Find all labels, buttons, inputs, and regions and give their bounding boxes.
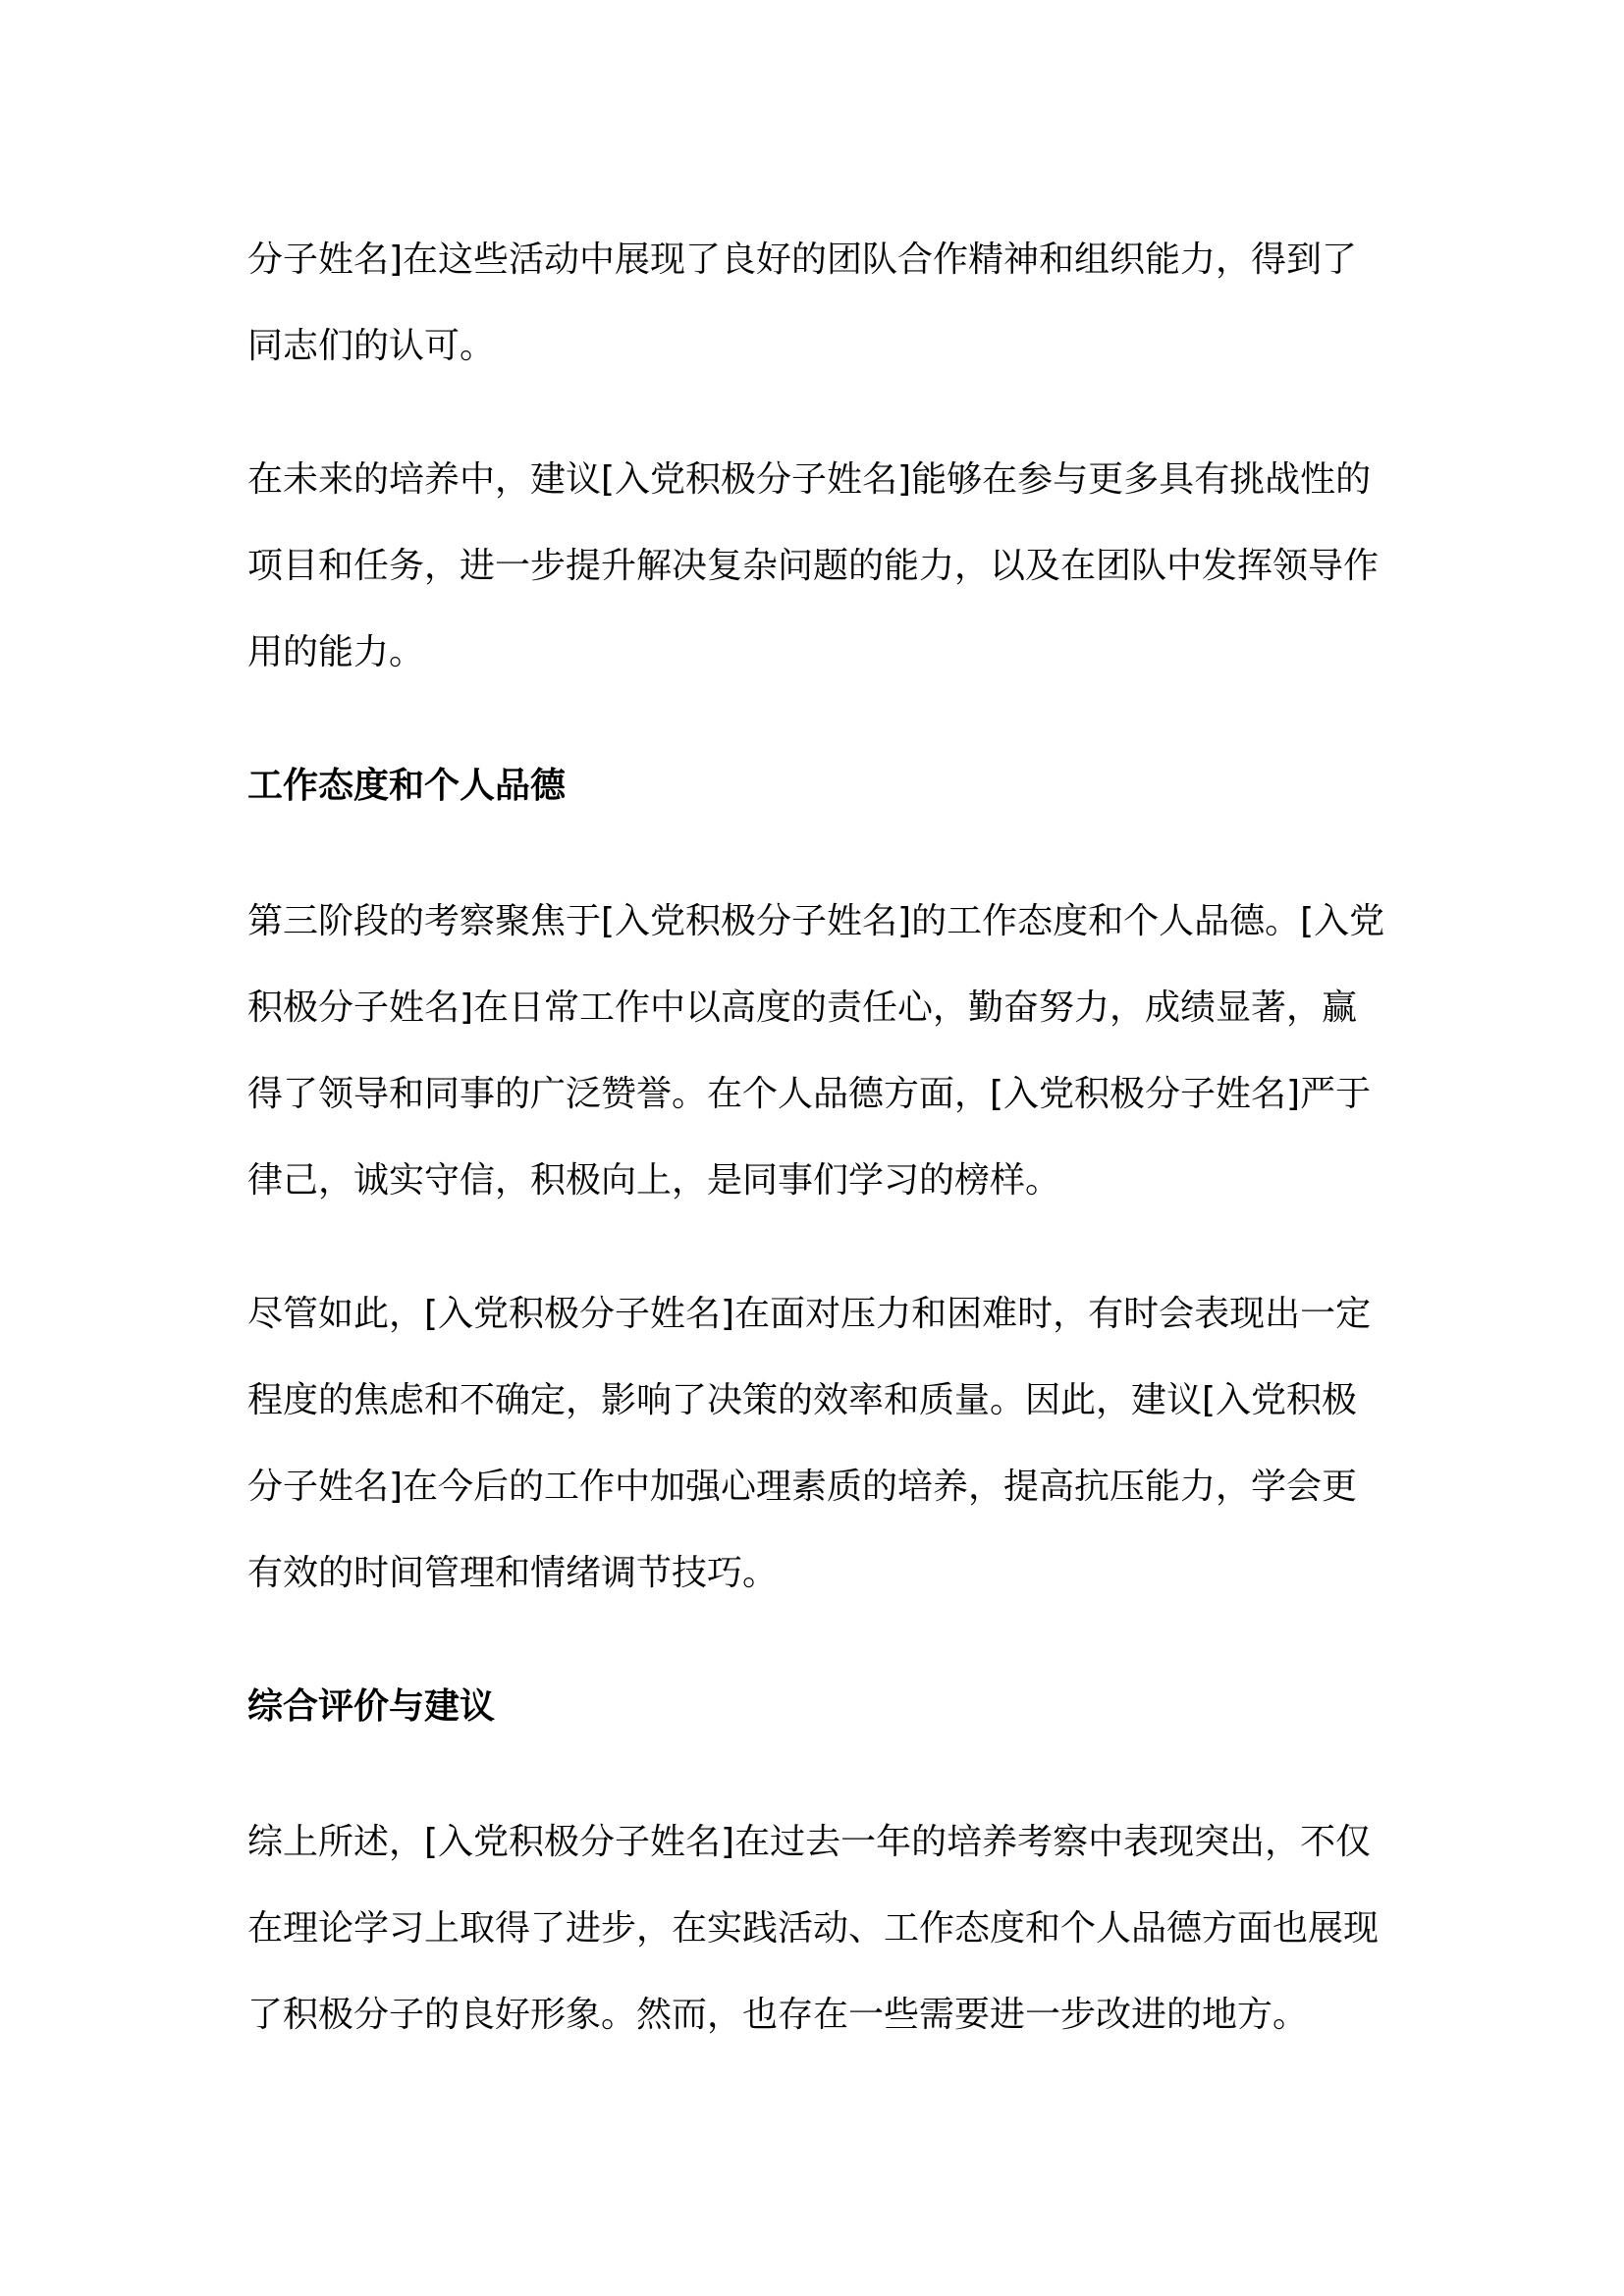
text-line: 项目和任务，进一步提升解决复杂问题的能力，以及在团队中发挥领导作: [247, 546, 1380, 586]
text-line: 综上所述，[入党积极分子姓名]在过去一年的培养考察中表现突出，不仅: [247, 1822, 1372, 1862]
text-line: 用的能力。: [247, 632, 425, 672]
text-line: 分子姓名]在今后的工作中加强心理素质的培养，提高抗压能力，学会更: [247, 1467, 1358, 1507]
text-line: 律己，诚实守信，积极向上，是同事们学习的榜样。: [247, 1160, 1061, 1201]
text-line: 在理论学习上取得了进步，在实践活动、工作态度和个人品德方面也展现: [247, 1908, 1380, 1949]
text-line: 积极分子姓名]在日常工作中以高度的责任心，勤奋努力，成绩显著，赢: [247, 988, 1358, 1028]
section-heading: 工作态度和个人品德: [247, 766, 567, 806]
text-line: 程度的焦虑和不确定，影响了决策的效率和质量。因此，建议[入党积极: [247, 1380, 1358, 1420]
text-line: 第三阶段的考察聚焦于[入党积极分子姓名]的工作态度和个人品德。[入党: [247, 901, 1385, 941]
section-heading: 综合评价与建议: [247, 1686, 496, 1727]
text-line: 同志们的认可。: [247, 326, 496, 366]
text-line: 尽管如此，[入党积极分子姓名]在面对压力和困难时，有时会表现出一定: [247, 1294, 1372, 1334]
text-line: 有效的时间管理和情绪调节技巧。: [247, 1553, 779, 1593]
text-line: 分子姓名]在这些活动中展现了良好的团队合作精神和组织能力，得到了: [247, 240, 1358, 280]
text-line: 在未来的培养中，建议[入党积极分子姓名]能够在参与更多具有挑战性的: [247, 459, 1372, 500]
text-line: 得了领导和同事的广泛赞誉。在个人品德方面，[入党积极分子姓名]严于: [247, 1074, 1372, 1114]
text-line: 了积极分子的良好形象。然而，也存在一些需要进一步改进的地方。: [247, 1995, 1309, 2035]
